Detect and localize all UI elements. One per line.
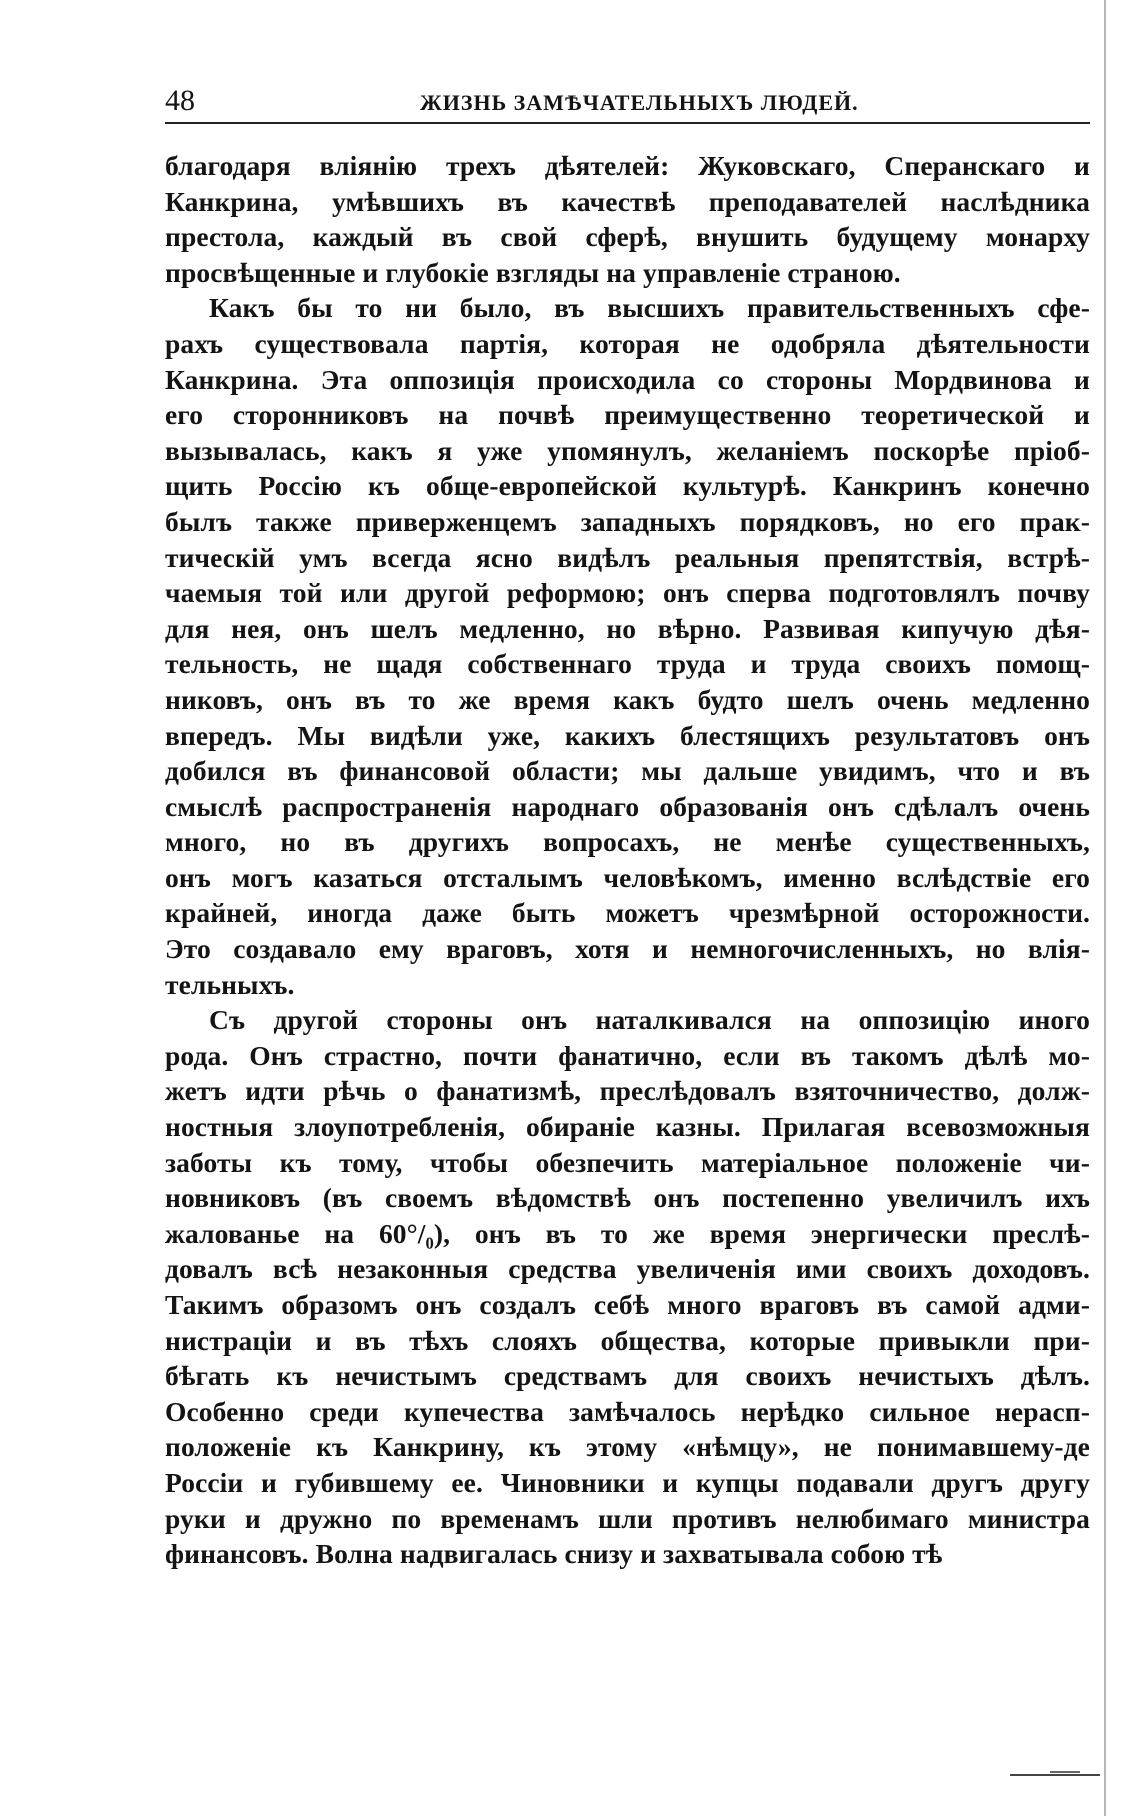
text-line: бѣгать къ нечистымъ средствамъ для своихъ нечистыхъ дѣлъ.	[165, 1360, 1090, 1392]
text-line: былъ также приверженцемъ западныхъ порядковъ, но его прак-	[165, 505, 1090, 537]
text-line: тельность, не щадя собственнаго труда и труда своихъ помощ-	[165, 648, 1090, 680]
text-line: жалованье на 60°/₀), онъ въ то же время энергически преслѣ-	[165, 1217, 1090, 1249]
text-line: довалъ всѣ незаконныя средства увеличенія ими своихъ доходовъ.	[165, 1253, 1090, 1285]
text-line: тическій умъ всегда ясно видѣлъ реальныя препятствія, встрѣ-	[165, 541, 1090, 573]
text-line: жетъ идти рѣчь о фанатизмѣ, преслѣдовалъ взяточничество, долж-	[165, 1075, 1090, 1107]
text-line: смыслѣ распространенія народнаго образованія онъ сдѣлалъ очень	[165, 790, 1090, 822]
text-line: тельныхъ.	[165, 968, 295, 1000]
text-line: Такимъ образомъ онъ создалъ себѣ много враговъ въ самой адми-	[165, 1289, 1090, 1320]
text-line: Это создавало ему враговъ, хотя и немногочисленныхъ, но влія-	[165, 933, 1090, 965]
page-number: 48	[165, 84, 195, 117]
text-line: благодаря вліянію трехъ дѣятелей: Жуковскаго, Сперанскаго и	[165, 150, 1090, 181]
text-line: Канкрина. Эта оппозиція происходила со стороны Мордвинова и	[165, 363, 1090, 395]
print-specks	[1010, 1760, 1100, 1790]
text-line: руки и дружно по временамъ шли противъ нелюбимаго министра	[165, 1502, 1090, 1534]
text-line: впередъ. Мы видѣли уже, какихъ блестящихъ результатовъ онъ	[165, 719, 1090, 751]
paragraph	[165, 1002, 1090, 1572]
text-line: для нея, онъ шелъ медленно, но вѣрно. Развивая кипучую дѣя-	[165, 612, 1090, 644]
text-line: положеніе къ Канкрину, къ этому «нѣмцу», не понимавшему-де	[165, 1431, 1090, 1463]
text-line: много, но въ другихъ вопросахъ, не менѣе существенныхъ,	[165, 826, 1090, 858]
text-line: вызывалась, какъ я уже упомянулъ, желаніемъ поскорѣе пріоб-	[165, 434, 1090, 466]
text-line: нистраціи и въ тѣхъ слояхъ общества, которые привыкли при-	[165, 1324, 1090, 1356]
text-line: рода. Онъ страстно, почти фанатично, если въ такомъ дѣлѣ мо-	[165, 1039, 1090, 1071]
text-line: чаемыя той или другой реформою; онъ сперва подготовлялъ почву	[165, 577, 1090, 609]
running-title: ЖИЗНЬ ЗАМѢЧАТЕЛЬНЫХЪ ЛЮДЕЙ.	[420, 90, 859, 115]
text-line: щить Россію къ обще-европейской культурѣ. Канкринъ конечно	[165, 470, 1090, 502]
text-line: заботы къ тому, чтобы обезпечить матеріальное положеніе чи-	[165, 1146, 1090, 1178]
text-line: престола, каждый въ свой сферѣ, внушить будущему монарху	[165, 221, 1090, 253]
text-line: онъ могъ казаться отсталымъ человѣкомъ, именно вслѣдствіе его	[165, 861, 1090, 893]
text-line: Какъ бы то ни было, въ высшихъ правительственныхъ сфе-	[209, 292, 1090, 324]
header-rule	[165, 122, 1090, 124]
paragraph	[165, 290, 1090, 1002]
paragraph	[165, 148, 1090, 290]
text-line: просвѣщенные и глубокіе взгляды на управленіе страною.	[165, 256, 901, 288]
text-line: Особенно среди купечества замѣчалось нерѣдко сильное нерасп-	[165, 1395, 1090, 1427]
page-header	[165, 84, 1090, 118]
body-text	[165, 148, 1090, 1572]
text-line: Съ другой стороны онъ наталкивался на оппозицію иного	[209, 1004, 1090, 1036]
text-line: никовъ, онъ въ то же время какъ будто шелъ очень медленно	[165, 683, 1090, 715]
text-line: Россіи и губившему ее. Чиновники и купцы подавали другъ другу	[165, 1466, 1090, 1498]
text-line: рахъ существовала партія, которая не одобряла дѣятельности	[165, 327, 1090, 359]
text-line: Канкрина, умѣвшихъ въ качествѣ преподавателей наслѣдника	[165, 185, 1090, 217]
text-line: добился въ финансовой области; мы дальше увидимъ, что и въ	[165, 755, 1090, 787]
page-edge-line	[1104, 0, 1106, 1816]
text-line: крайней, иногда даже быть можетъ чрезмѣрной осторожности.	[165, 897, 1090, 929]
text-line: финансовъ. Волна надвигалась снизу и захватывала собою тѣ	[165, 1538, 943, 1570]
text-line: его сторонниковъ на почвѣ преимущественно теоретической и	[165, 399, 1090, 431]
text-line: ностныя злоупотребленія, обираніе казны. Прилагая всевозможныя	[165, 1111, 1090, 1143]
text-line: новниковъ (въ своемъ вѣдомствѣ онъ постепенно увеличилъ ихъ	[165, 1182, 1090, 1214]
